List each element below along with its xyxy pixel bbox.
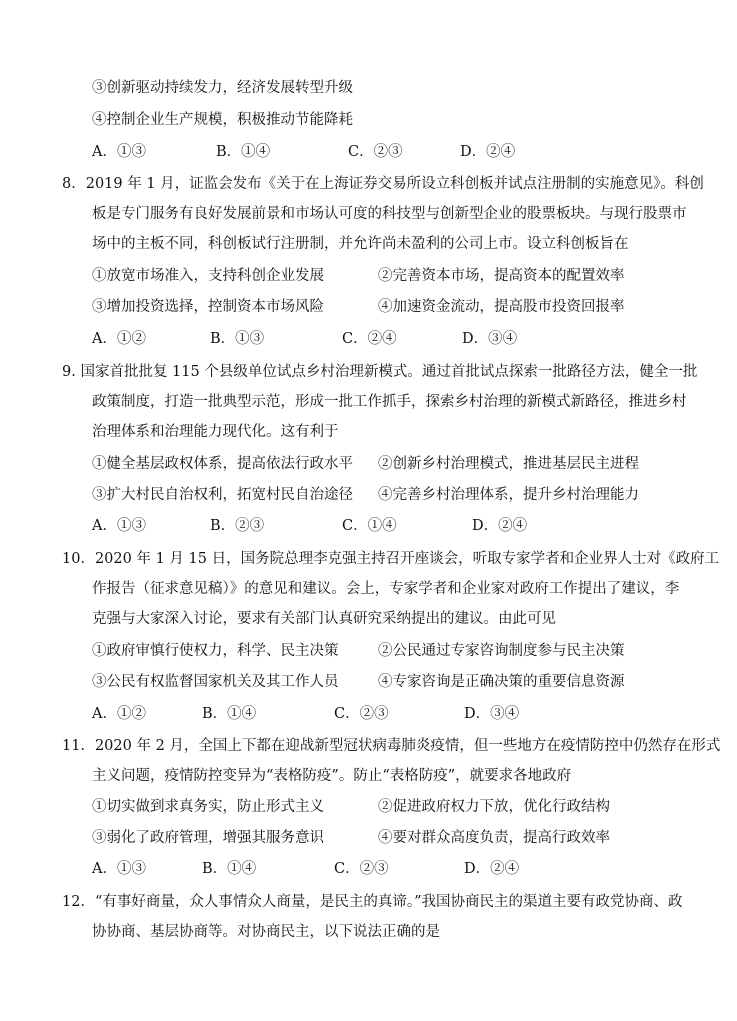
q11-choice-a: A．①③ (92, 861, 146, 877)
q7-choice-b: B．①④ (216, 144, 271, 160)
q8-choice-d: D．③④ (462, 331, 518, 347)
q7-choice-d: D．②④ (460, 144, 516, 160)
q8-choice-b: B．①③ (210, 331, 265, 347)
q12-stem-line-2: 协协商、基层协商等。对协商民主，以下说法正确的是 (92, 924, 440, 940)
q8-choice-c: C．②④ (342, 331, 397, 347)
q10-choice-a: A．①② (92, 706, 146, 722)
q8-items-row-2 (92, 297, 692, 317)
q10-items-row-1 (92, 641, 692, 661)
q9-item-4: ④完善乡村治理体系，提升乡村治理能力 (378, 487, 639, 503)
q10-stem-line-2: 作报告（征求意见稿）》的意见和建议。会上，专家学者和企业家对政府工作提出了建议，李 (92, 581, 680, 597)
q9-stem-line-3: 治理体系和治理能力现代化。这有利于 (92, 424, 339, 440)
q8-item-1: ①放宽市场准入，支持科创企业发展 (92, 268, 324, 284)
q10-items-row-2 (92, 672, 692, 692)
q11-items-row-1 (92, 797, 692, 817)
q9-choice-b: B．②③ (210, 518, 265, 534)
q9-items-row-1 (92, 454, 692, 474)
q11-item-1: ①切实做到求真务实，防止形式主义 (92, 799, 324, 815)
q8-item-4: ④加速资金流动，提高股市投资回报率 (378, 299, 625, 315)
q8-stem-line-3: 场中的主板不同，科创板试行注册制，并允许尚未盈利的公司上市。设立科创板旨在 (92, 236, 629, 252)
q10-item-2: ②公民通过专家咨询制度参与民主决策 (378, 643, 625, 659)
q7-item-4: ④控制企业生产规模，积极推动节能降耗 (92, 112, 353, 128)
q10-choice-c: C．②③ (334, 706, 389, 722)
q9-choice-d: D．②④ (472, 518, 528, 534)
q9-item-2: ②创新乡村治理模式，推进基层民主进程 (378, 456, 639, 472)
q10-choice-b: B．①④ (202, 706, 257, 722)
q9-stem-line-2: 政策制度，打造一批典型示范，形成一批工作抓手，探索乡村治理的新模式新路径，推进乡村 (92, 394, 687, 410)
q11-stem-line-1: 11．2020 年 2 月，全国上下都在迎战新型冠状病毒肺炎疫情，但一些地方在疫情防控中仍然存在形式 (62, 738, 721, 754)
q9-item-3: ③扩大村民自治权利，拓宽村民自治途径 (92, 487, 353, 503)
q10-stem-line-1: 10．2020 年 1 月 15 日，国务院总理李克强主持召开座谈会，听取专家学者和企业界人士对《政府工 (62, 551, 720, 567)
q10-stem-line-3: 克强与大家深入讨论，要求有关部门认真研究采纳提出的建议。由此可见 (92, 611, 556, 627)
q11-choice-d: D．②④ (464, 861, 520, 877)
q7-choice-a: A．①③ (92, 144, 146, 160)
q8-items-row-1 (92, 266, 692, 286)
q7-item-3: ③创新驱动持续发力，经济发展转型升级 (92, 80, 353, 96)
q9-items-row-2 (92, 485, 692, 505)
q12-stem-line-1: 12．“有事好商量，众人事情众人商量，是民主的真谛。”我国协商民主的渠道主要有政党协商、政 (62, 894, 683, 910)
q9-stem-line-1: 9. 国家首批批复 115 个县级单位试点乡村治理新模式。通过首批试点探索一批路径方法，健全一批 (62, 364, 698, 380)
q8-item-2: ②完善资本市场，提高资本的配置效率 (378, 268, 625, 284)
q11-choice-b: B．①④ (202, 861, 257, 877)
q10-choice-d: D．③④ (464, 706, 520, 722)
q11-item-4: ④要对群众高度负责，提高行政效率 (378, 830, 610, 846)
q11-choice-c: C．②③ (334, 861, 389, 877)
q7-choice-c: C．②③ (348, 144, 403, 160)
q11-stem-line-2: 主义问题，疫情防控变异为“表格防疫”。防止“表格防疫”，就要求各地政府 (92, 768, 572, 784)
q11-items-row-2 (92, 828, 692, 848)
q10-item-1: ①政府审慎行使权力，科学、民主决策 (92, 643, 339, 659)
q10-item-4: ④专家咨询是正确决策的重要信息资源 (378, 674, 625, 690)
q11-item-2: ②促进政府权力下放，优化行政结构 (378, 799, 610, 815)
q8-choice-a: A．①② (92, 331, 146, 347)
q8-stem-line-2: 板是专门服务有良好发展前景和市场认可度的科技型与创新型企业的股票板块。与现行股票市 (92, 206, 687, 222)
q9-choice-c: C．①④ (342, 518, 397, 534)
q9-choice-a: A．①③ (92, 518, 146, 534)
q11-item-3: ③弱化了政府管理，增强其服务意识 (92, 830, 324, 846)
q10-item-3: ③公民有权监督国家机关及其工作人员 (92, 674, 339, 690)
q8-stem-line-1: 8．2019 年 1 月，证监会发布《关于在上海证券交易所设立科创板并试点注册制的实施意见》。科创 (62, 176, 704, 192)
q9-item-1: ①健全基层政权体系，提高依法行政水平 (92, 456, 353, 472)
q8-item-3: ③增加投资选择，控制资本市场风险 (92, 299, 324, 315)
